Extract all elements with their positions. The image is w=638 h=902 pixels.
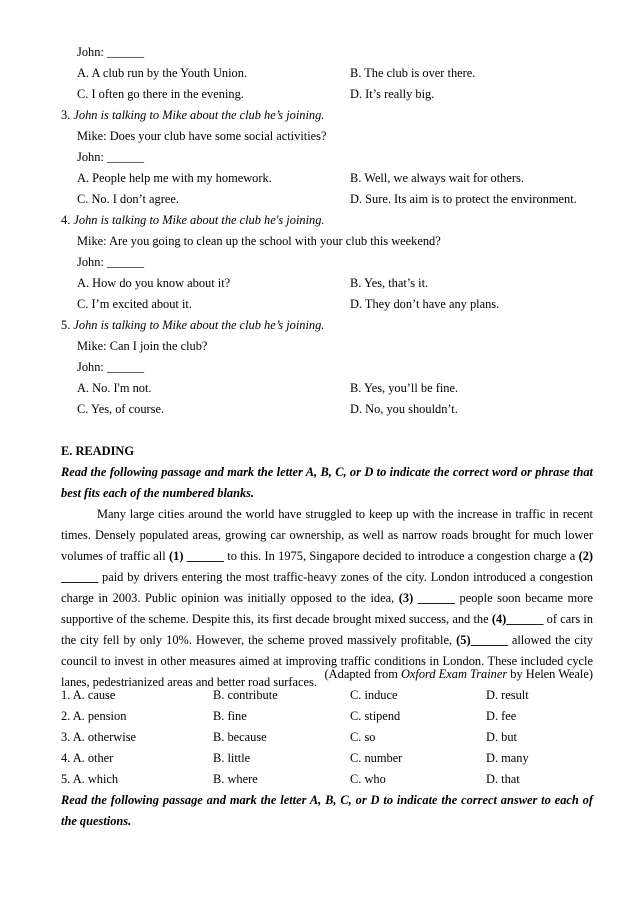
option-a: A. No. I'm not. bbox=[77, 381, 152, 395]
option-c: C. I’m excited about it. bbox=[77, 297, 192, 311]
answer-d: D. that bbox=[486, 772, 520, 786]
blank-2: (2) ______ bbox=[61, 549, 594, 584]
option-row bbox=[77, 84, 593, 105]
answer-d: D. result bbox=[486, 688, 529, 702]
blank-3: (3) ______ bbox=[398, 591, 455, 605]
answer-c: C. number bbox=[350, 751, 403, 765]
q3-mike-line: Mike: Does your club have some social activities? bbox=[77, 129, 327, 143]
option-a: A. How do you know about it? bbox=[77, 276, 231, 290]
option-c: C. No. I don’t agree. bbox=[77, 192, 179, 206]
section-heading: E. READING bbox=[61, 444, 134, 458]
question-4-situation: 4. John is talking to Mike about the club he's joining. bbox=[61, 213, 325, 227]
option-row bbox=[77, 189, 593, 210]
answer-c: C. who bbox=[350, 772, 386, 786]
answer-a: 5. A. which bbox=[61, 772, 119, 786]
option-c: C. I often go there in the evening. bbox=[77, 87, 244, 101]
option-b: B. Yes, that’s it. bbox=[350, 276, 429, 290]
reading-instruction-1: Read the following passage and mark the letter A, B, C, or D to indicate the correct word or phrase that best fits each of the numbered blanks. bbox=[61, 465, 593, 500]
question-3-situation: 3. John is talking to Mike about the club he’s joining. bbox=[61, 108, 325, 122]
answer-a: 2. A. pension bbox=[61, 709, 127, 723]
question-5-situation: 5. John is talking to Mike about the club he’s joining. bbox=[61, 318, 325, 332]
answer-b: B. contribute bbox=[213, 688, 278, 702]
answer-row bbox=[61, 748, 593, 769]
answer-d: D. fee bbox=[486, 709, 517, 723]
answer-b: B. little bbox=[213, 751, 251, 765]
reading-passage: Many large cities around the world have struggled to keep up with the increase in traffic in recent times. Densely populated areas, growing car ownership, as well as narrow roads brought for much lower volumes of traffic all (1) ______ to this. In 1975, Singapore decided to introduce a congestion charge a (2) ______ paid by drivers entering the most traffic-heavy zones of the city. London introduced a congestion charge in 2003. Public opinion was initially opposed to the idea, (3) ______ people soon became more supportive of the scheme. Despite this, its first decade brought mixed success, and the (4)______ of cars in the city fell by only 10%. However, the scheme proved massively profitable, (5)______ allowed the city council to invest in other measures aimed at improving traffic conditions in London. These included cycle lanes, pedestrianized areas and better road surfaces. bbox=[61, 507, 594, 689]
option-b: B. The club is over there. bbox=[350, 66, 476, 80]
blank-4: (4)______ bbox=[491, 612, 544, 626]
answer-d: D. many bbox=[486, 751, 529, 765]
answer-row bbox=[61, 727, 593, 748]
option-row bbox=[77, 273, 593, 294]
q3-john-line: John: ______ bbox=[77, 150, 145, 164]
option-d: D. No, you shouldn’t. bbox=[350, 402, 458, 416]
answer-c: C. stipend bbox=[350, 709, 401, 723]
answer-a: 4. A. other bbox=[61, 751, 114, 765]
answer-c: C. so bbox=[350, 730, 376, 744]
blank-1: (1) ______ bbox=[169, 549, 224, 563]
option-a: A. People help me with my homework. bbox=[77, 171, 272, 185]
q4-john-line: John: ______ bbox=[77, 255, 145, 269]
q5-mike-line: Mike: Can I join the club? bbox=[77, 339, 208, 353]
answer-a: 3. A. otherwise bbox=[61, 730, 137, 744]
blank-5: (5)______ bbox=[456, 633, 508, 647]
answer-row bbox=[61, 769, 593, 790]
option-b: B. Well, we always wait for others. bbox=[350, 171, 524, 185]
option-row bbox=[77, 399, 593, 420]
option-row bbox=[77, 63, 593, 84]
answer-row bbox=[61, 706, 593, 727]
source-title: Oxford Exam Trainer bbox=[400, 667, 508, 681]
answer-a: 1. A. cause bbox=[61, 688, 116, 702]
answer-b: B. where bbox=[213, 772, 258, 786]
q5-john-line: John: ______ bbox=[77, 360, 145, 374]
answer-b: B. fine bbox=[213, 709, 247, 723]
option-row bbox=[77, 168, 593, 189]
answer-b: B. because bbox=[213, 730, 267, 744]
option-a: A. A club run by the Youth Union. bbox=[77, 66, 248, 80]
option-d: D. Sure. Its aim is to protect the environment. bbox=[350, 192, 577, 206]
john-prompt: John: ______ bbox=[77, 45, 145, 59]
reading-instruction-2: Read the following passage and mark the letter A, B, C, or D to indicate the correct answer to each of the questions. bbox=[61, 793, 593, 828]
answer-row bbox=[61, 685, 593, 706]
option-c: C. Yes, of course. bbox=[77, 402, 165, 416]
option-row bbox=[77, 294, 593, 315]
option-d: D. They don’t have any plans. bbox=[350, 297, 500, 311]
option-row bbox=[77, 378, 593, 399]
answer-c: C. induce bbox=[350, 688, 398, 702]
option-b: B. Yes, you’ll be fine. bbox=[350, 381, 459, 395]
answer-d: D. but bbox=[486, 730, 517, 744]
passage-source: (Adapted from Oxford Exam Trainer by Helen Weale) bbox=[324, 667, 593, 681]
option-d: D. It’s really big. bbox=[350, 87, 435, 101]
q4-mike-line: Mike: Are you going to clean up the school with your club this weekend? bbox=[77, 234, 441, 248]
